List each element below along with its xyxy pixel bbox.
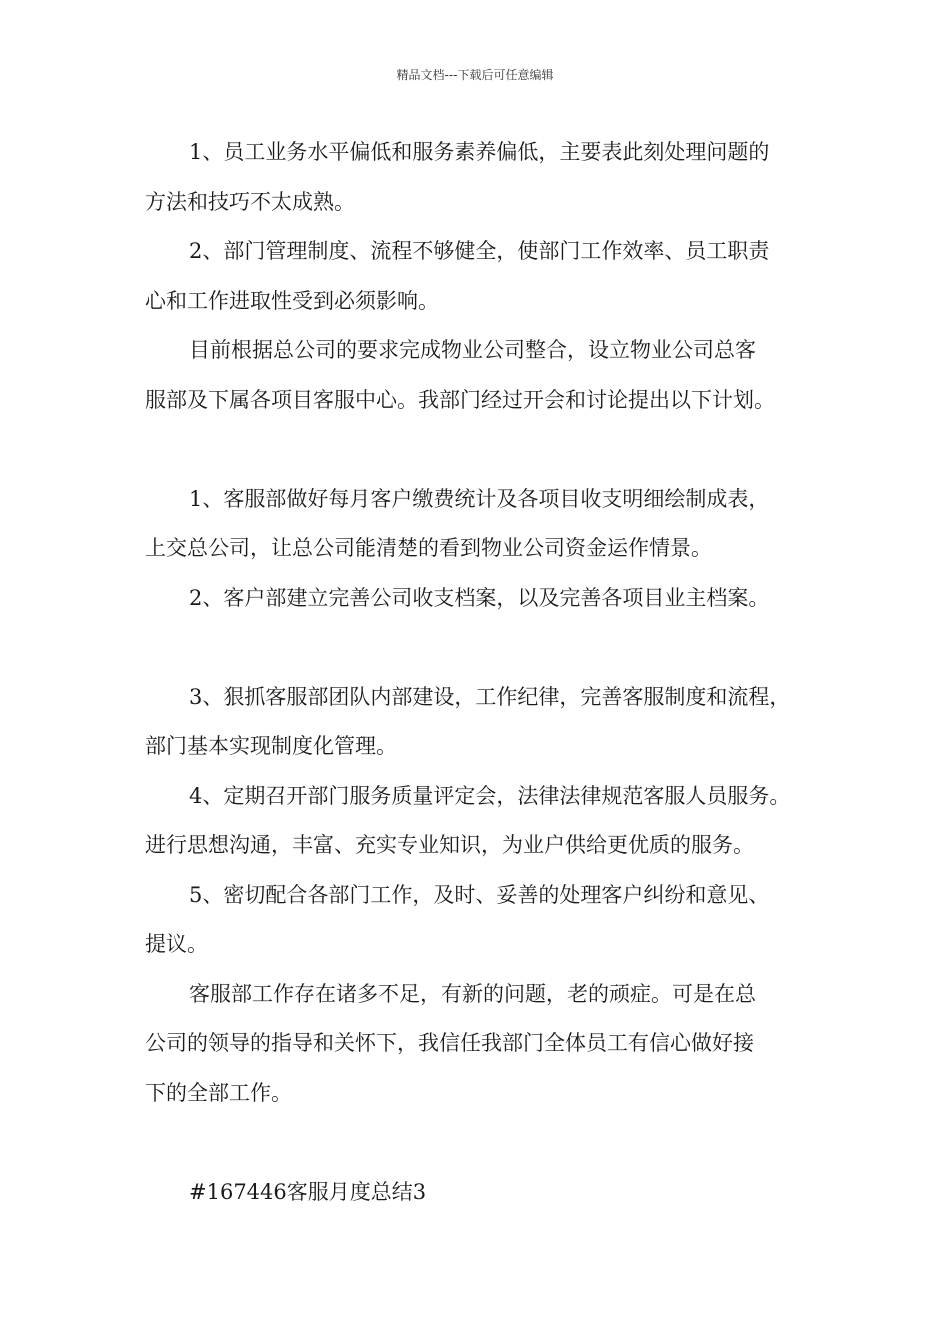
section-title: #167446客服月度总结3 <box>189 1179 427 1204</box>
paragraph-line: 1、客服部做好每月客户缴费统计及各项目收支明细绘制成表， <box>189 486 770 511</box>
paragraph-line: 4、定期召开部门服务质量评定会，法律法律规范客服人员服务。 <box>189 783 791 808</box>
paragraph-plan-2 <box>145 574 825 624</box>
paragraph-line: 5、密切配合各部门工作，及时、妥善的处理客户纠纷和意见、 <box>189 882 770 907</box>
paragraph-line: 心和工作进取性受到必须影响。 <box>145 288 439 313</box>
paragraph-line: 提议。 <box>145 932 208 956</box>
paragraph-line: 下的全部工作。 <box>145 1080 292 1105</box>
blank-line <box>145 623 825 673</box>
page-header: 精品文档---下载后可任意编辑 <box>396 68 554 82</box>
blank-line <box>145 1118 825 1168</box>
paragraph-plan-5 <box>145 871 825 970</box>
paragraph-issue-2 <box>145 227 825 326</box>
paragraph-line: 进行思想沟通，丰富、充实专业知识，为业户供给更优质的服务。 <box>145 833 754 857</box>
paragraph-line: 上交总公司，让总公司能清楚的看到物业公司资金运作情景。 <box>145 536 712 560</box>
paragraph-line: 服部及下属各项目客服中心。我部门经过开会和讨论提出以下计划。 <box>145 387 775 412</box>
paragraph-issue-1 <box>145 128 825 227</box>
paragraph-plan-intro <box>145 326 825 425</box>
section-heading <box>145 1168 825 1218</box>
document-body <box>145 128 825 1217</box>
paragraph-line: 方法和技巧不太成熟。 <box>145 189 355 214</box>
paragraph-plan-4 <box>145 772 825 871</box>
paragraph-conclusion <box>145 970 825 1119</box>
paragraph-line: 公司的领导的指导和关怀下，我信任我部门全体员工有信心做好接 <box>145 1031 754 1055</box>
paragraph-plan-1 <box>145 475 825 574</box>
paragraph-line: 2、客户部建立完善公司收支档案，以及完善各项目业主档案。 <box>189 585 770 610</box>
paragraph-line: 目前根据总公司的要求完成物业公司整合，设立物业公司总客 <box>189 338 756 362</box>
paragraph-line: 2、部门管理制度、流程不够健全，使部门工作效率、员工职责 <box>189 239 770 263</box>
paragraph-line: 3、狠抓客服部团队内部建设，工作纪律，完善客服制度和流程， <box>189 684 791 709</box>
paragraph-line: 客服部工作存在诸多不足，有新的问题，老的顽症。可是在总 <box>189 981 756 1006</box>
blank-line <box>145 425 825 475</box>
paragraph-plan-3 <box>145 673 825 772</box>
paragraph-line: 1、员工业务水平偏低和服务素养偏低，主要表此刻处理问题的 <box>189 140 770 164</box>
paragraph-line: 部门基本实现制度化管理。 <box>145 734 397 758</box>
